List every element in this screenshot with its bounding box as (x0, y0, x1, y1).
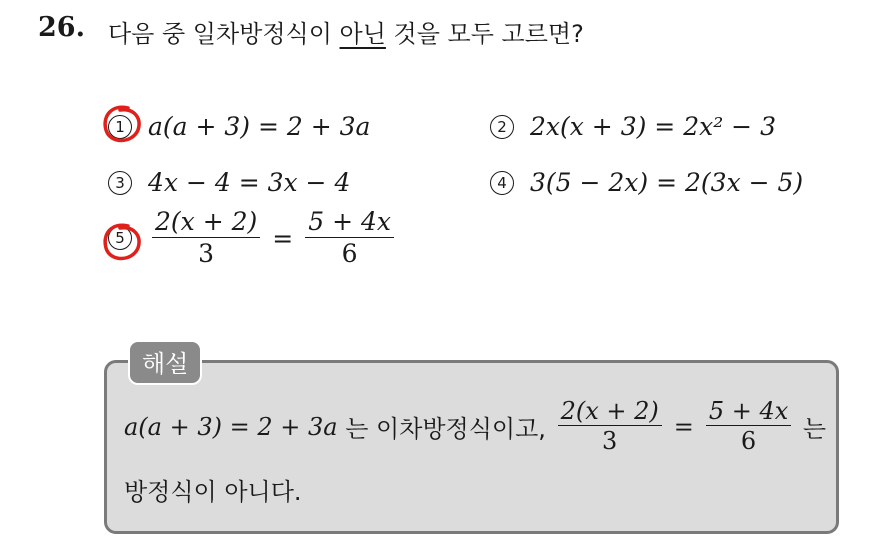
explanation-line-2: 방정식이 아니다. (124, 478, 302, 506)
explanation-line-1 (124, 398, 826, 456)
choice-5-left-fraction (152, 208, 260, 268)
explanation-right-numerator: 5 + 4x (706, 398, 791, 426)
choice-number-1: 1 (108, 115, 132, 139)
explanation-end: 는 (795, 415, 827, 444)
choice-5-right-fraction (305, 208, 394, 268)
choice-4[interactable] (490, 168, 803, 197)
choice-4-expression: 3(5 − 2x) = 2(3x − 5) (530, 168, 804, 197)
choice-2[interactable] (490, 112, 776, 141)
choice-5-equals: = (272, 223, 294, 253)
explanation-left-numerator: 2(x + 2) (558, 398, 662, 426)
explanation-expression: a(a + 3) = 2 + 3a (124, 412, 338, 441)
choice-5-right-numerator: 5 + 4x (305, 208, 394, 238)
choice-number-3: 3 (108, 171, 132, 195)
choice-5-right-denominator: 6 (341, 238, 358, 268)
choice-2-expression: 2x(x + 3) = 2x² − 3 (530, 112, 776, 141)
choice-5-left-denominator: 3 (198, 238, 215, 268)
choice-number-4: 4 (490, 171, 514, 195)
question-text-underlined: 아닌 (339, 20, 386, 48)
choice-1[interactable] (108, 112, 370, 141)
choice-number-2: 2 (490, 115, 514, 139)
explanation-left-denominator: 3 (602, 427, 618, 456)
choice-number-5: 5 (108, 226, 132, 250)
explanation-text: 는 이차방정식이고, (337, 415, 554, 444)
choice-3[interactable] (108, 168, 350, 197)
choice-3-expression: 4x − 4 = 3x − 4 (148, 168, 351, 197)
question-text-before: 다음 중 일차방정식이 (108, 20, 340, 48)
question-text (108, 14, 584, 49)
choice-5[interactable] (108, 208, 398, 268)
explanation-equals: = (673, 412, 694, 441)
explanation-tag: 해설 (128, 340, 202, 385)
explanation-right-denominator: 6 (740, 427, 757, 456)
choice-5-left-numerator: 2(x + 2) (152, 208, 260, 238)
choice-1-expression: a(a + 3) = 2 + 3a (148, 112, 371, 141)
explanation-left-fraction (558, 398, 662, 456)
explanation-right-fraction (706, 398, 791, 456)
question-text-after: 것을 모두 고르면? (385, 20, 584, 48)
question-number: 26. (38, 12, 85, 43)
